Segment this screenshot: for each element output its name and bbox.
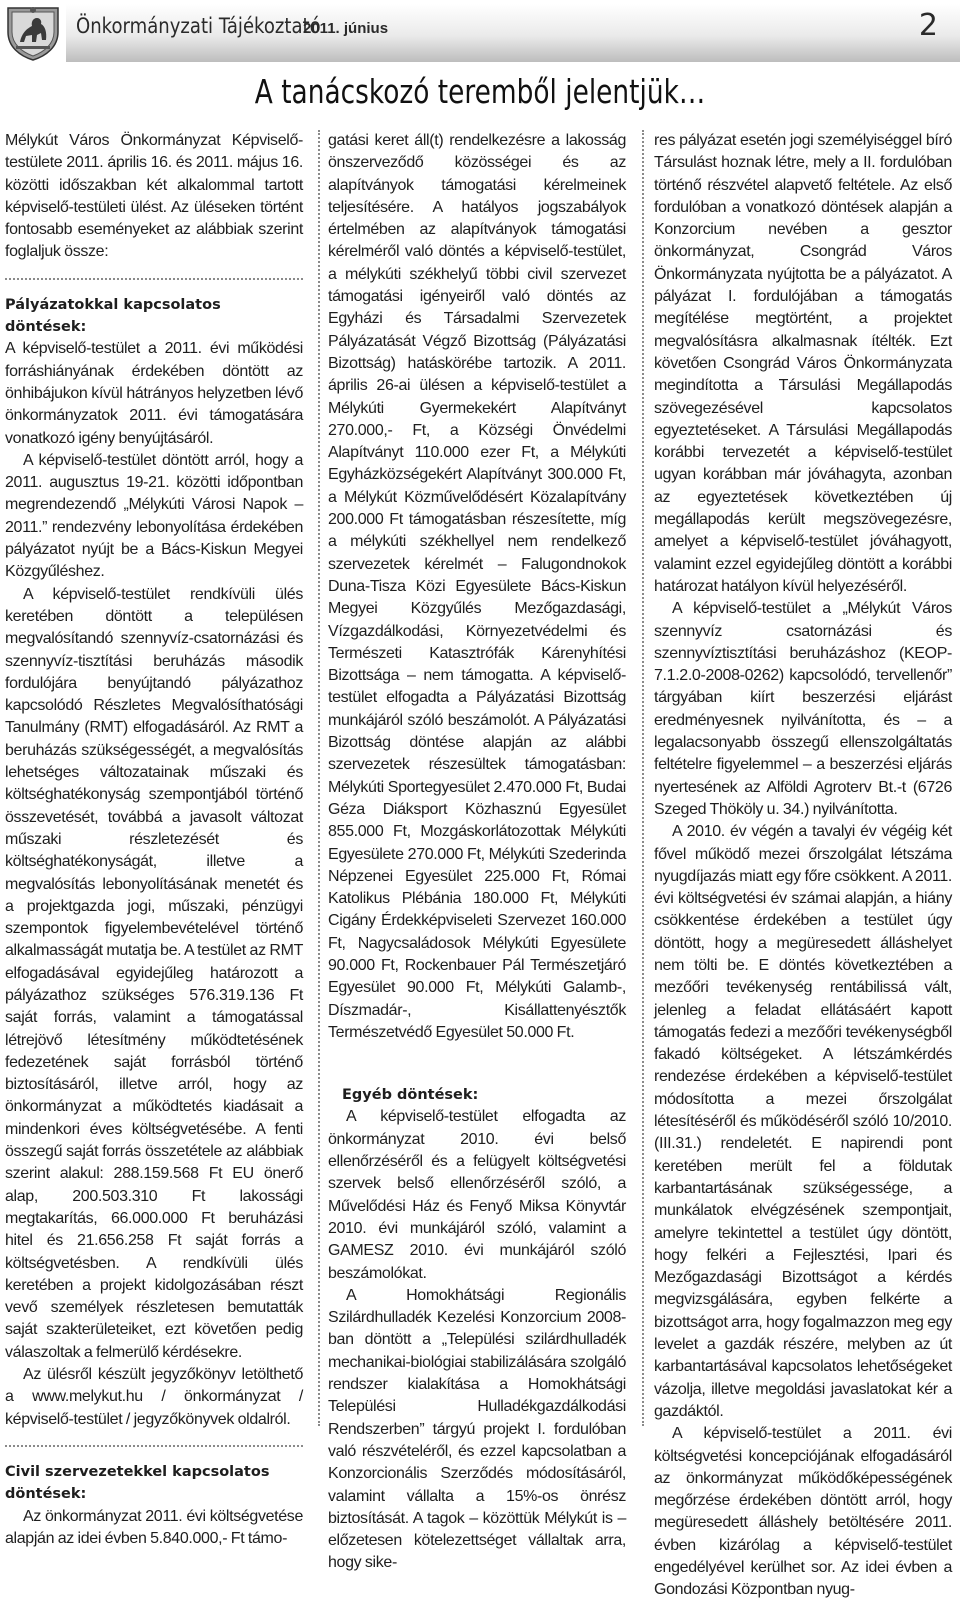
paragraph: Az ülésről készült jegyzőkönyv letölthető a www.melykut.hu / önkormányzat / képviselő-testület / jegyzőkönyvek oldalról. [5, 1366, 303, 1428]
paragraph: gatási keret áll(t) rendelkezésre a lakosság önszerveződő közösségei és az alapítványok támogatási kérelmeinek teljesítésére. A hatályos jogszabályok értelmében az alapítványok támogatási kérelméről való döntés a képviselő-testület, a mélykúti székhelyű többi civil szervezet támogatási igényeiről való döntés az Egyházi és Társadalmi Szervezetek Pályázatását Végző Bizottság (Pályázatási Bizottság) hatáskörébe tartozik. A 2011. április 26-ai ülésen a képviselő-testület a Mélykúti Gyermekekért Alapítványt 270.000,- Ft, a Községi Önvédelmi Alapítványt 110.000 ezer Ft, a Mélykúti Egyházközségekért Alapítványt 300.000 Ft, a Mélykút Közművelődésért Közalapítvány 200.000 Ft támogatásban részesítette, míg a mélykúti székhellyel nem rendelkező szervezetek kérelmét – Falugondnokok Duna-Tisza Közi Egyesülete Bács-Kiskun Megyei Közgyűlés Mezőgazdasági, Vízgazdálkodási, Környezetvédelmi és Természeti Katasztrófák Kárenyhítési Bizottsága – nem támogatta. A képviselő-testület elfogadta a Pályázatási Bizottság munkájáról szóló beszámolót. A Pályázatási Bizottság döntése alapján az alábbi szervezetek részesültek támogatásban: Mélykúti Sportegyesület 2.470.000 Ft, Budai Géza Diáksport Közhasznú Egyesület 855.000 Ft, Mozgáskorlátozottak Mélykúti Egyesülete 270.000 Ft, Mélykúti Szederinda Népzenei Egyesület 225.000 Ft, Római Katolikus Plébánia 180.000 Ft, Mélykúti Cigány Érdekképviseleti Szervezet 160.000 Ft, Nagycsaládosok Mélykúti Egyesülete 90.000 Ft, Rockenbauer Pál Természetjáró Egyesület 90.000 Ft, Mélykúti Galamb-, Díszmadár-, Kisállattenyésztők Természetvédő Egyesület 50.000 Ft. [328, 132, 626, 1041]
issue-date: 2011. június [303, 20, 389, 37]
page-number: 2 [918, 8, 938, 43]
section-divider [5, 278, 303, 280]
page-header [0, 0, 960, 62]
column-divider [642, 130, 644, 1426]
publication-title: Önkormányzati Tájékoztató [76, 14, 321, 38]
paragraph: A képviselő-testület elfogadta az önkormányzat 2010. évi belső ellenőrzéséről és a felügyelt költségvetési szervek belső ellenőrzéséről szóló, a Művelődési Ház és Fenyő Miksa Könyvtár 2010. évi munkájáról szóló, valamint a GAMESZ 2010. évi munkájáról szóló beszámolókat. [328, 1108, 626, 1282]
subheading-grants: Pályázatokkal kapcsolatos döntések: [5, 296, 221, 336]
section-divider [5, 1445, 303, 1447]
paragraph: A Homokhátsági Regionális Szilárdhulladék Kezelési Konzorcium 2008-ban döntött a „Települési szilárdhulladék mechanikai-biológiai stabilizálására szolgáló rendszer kialakítása a Homokhátsági Települési Hulladékgazdálkodási Rendszerben” tárgyú projekt I. fordulóban való részvételéről, és ezzel kapcsolatban a Konzorcionális Szerződés módosításáról, valamint vállalta a 15%-os önrész biztosítását. A tagok – közöttük Mélykút is – előzetesen kötelezettséget vállaltak arra, hogy sike- [328, 1286, 626, 1572]
paragraph: A 2010. év végén a tavalyi év végéig két fővel működő mezei őrszolgálat létszáma nyugdíjazás miatt egy főre csökkent. A 2011. évi költségvetési év számai alapján, a hiány csökkentése érdekében a testület úgy döntött, hogy a megüresedett álláshelyet nem tölti be. E döntés következtében a mezőőri tevékenység rentábilissá vált, jelenleg a feladat ellátásáért kapott támogatás fedezi a mezőőri tevékenységből fakadó költségeket. A létszámkérdés rendezése érdekében a képviselő-testület módosította a mezei őrszolgálat létesítéséről és működéséről szóló 10/2010.(III.31.) rendeletét. E napirendi pont keretében merült fel a földutak karbantartásának szükségessége, a munkálatok elvégzésének szempontjait, amelyre tekintettel a testület úgy döntött, hogy felkéri a Fejlesztési, Ipari és Mezőgazdasági Bizottságot a kérdés megvizsgálására, egyben felkérte a bizottságot arra, hogy fogalmazzon meg egy levelet a gazdák részére, melyben az út karbantartásával kapcsolatos lehetőségeket vázolja, illetve megoldási javaslatokat kér a gazdáktól. [654, 823, 952, 1420]
paragraph: Az önkormányzat 2011. évi költségvetése alapján az idei évben 5.840.000,- Ft támo- [5, 1507, 303, 1547]
intro-paragraph: Mélykút Város Önkormányzat Képviselő-testülete 2011. április 16. és 2011. május 16. közötti időszakban két alkalommal tartott képviselő-testületi ülést. Az üléseken történt fontosabb eseményeket az alábbiak szerint foglaljuk össze: [5, 132, 303, 261]
paragraph: A képviselő-testület a 2011. évi működési forráshiányának érdekében döntött az önhibájukon kívül hátrányos helyzetben lévő önkormányzatok 2011. évi támogatására vonatkozó igény benyújtásáról. [5, 340, 303, 447]
section-heading: A tanácskozó teremből jelentjük… [254, 72, 706, 111]
paragraph: A képviselő-testület a 2011. évi költségvetési koncepciójának elfogadásáról az önkormányzat működőképességének megőrzése érdekében döntött arról, hogy megüresedett álláshely betöltésére 2011. évben kizárólag a képviselő-testület engedélyével kerülhet sor. Az idei évben a Gondozási Központban nyug- [654, 1425, 952, 1599]
paragraph: A képviselő-testület döntött arról, hogy a 2011. augusztus 19-21. közötti időpontban megrendezendő „Mélykúti Városi Napok – 2011.” rendezvény lebonyolítása érdekében pályázatot nyújt be a Bács-Kiskun Megyei Közgyűléshez. [5, 451, 303, 581]
subheading-other: Egyéb döntések: [342, 1087, 479, 1104]
column-divider [318, 130, 320, 1426]
article-column-2 [328, 130, 626, 1572]
paragraph: res pályázat esetén jogi személyiséggel bíró Társulást hoznak létre, mely a II. fordulóban történő részvétel alapvető feltétele. Az első fordulóban a vonatkozó döntések alapján a Konzorcium nevében a gesztor önkormányzat, Csongrád Város Önkormányzata nyújtotta be a pályázatot. A pályázat I. fordulójában a támogatás megítélése megtörtént, a projektet megvalósításra alkalmasnak ítélték. Ezt követően Csongrád Város Önkormányzata megindította a Társulási Megállapodás szövegezésével kapcsolatos egyeztetéseket. A Társulási Megállapodás korábbi tervezetét a képviselő-testület ugyan korábban már jóváhagyta, azonban az egyeztetések következtében új megállapodás került megszövegezésre, amelyet a képviselő-testület jóváhagyott, valamint ezzel egyidejűleg döntött a korábbi határozat hatályon kívül helyezéséről. [654, 132, 952, 595]
article-column-3 [654, 130, 952, 1599]
paragraph: A képviselő-testület rendkívüli ülés keretében döntött a településen megvalósítandó szennyvíz-csatornázási és szennyvíz-tisztítási beruházás második fordulójára benyújtandó pályázathoz kapcsolódó Részletes Megvalósíthatósági Tanulmány (RMT) elfogadásáról. Az RMT a beruházás szükségességét, a megvalósítás lehetséges változatainak műszaki és költséghatékonyság szempontjából történő összevetését, továbbá a javasolt változat műszaki részletezését és költséghatékonyságát, illetve a megvalósítás lebonyolításának menetét és a projektgazda jogi, műszaki, pénzügyi szempontok figyelembevételével történő alkalmasságát mutatja be. A testület az RMT elfogadásával egyidejűleg határozott a pályázathoz szükséges 576.319.136 Ft saját forrás, valamint a támogatással létrejövő létesítmény működtetésének fedezetének saját forrásból történő biztosításáról, illetve arról, hogy az önkormányzat a működtetés kiadásait a mindenkori éves költségvetésébe. A fenti összegű saját forrás összetétele az alábbiak szerint alakul: 288.159.568 Ft EU önerő alap, 200.503.310 Ft lakossági megtakarítás, 66.000.000 Ft beruházási hitel és 21.656.258 Ft saját forrás a költségvetésben. A rendkívüli ülés keretében a projekt kidolgozásában részt vevő személyek részletesen bemutatták saját szakterületeiket, ezt követően pedig válaszoltak a felmerülő kérdésekre. [5, 585, 303, 1361]
town-crest-icon [2, 2, 64, 62]
paragraph: A képviselő-testület a „Mélykút Város szennyvíz csatornázási és szennyvíztisztítási beruházáshoz (KEOP-7.1.2.0-2008-0262) kapcsolódó, tervellenőr” tárgyában kiírt beszerzési eljárást eredményesnek nyilvánította, és – a legalacsonyabb összegű ellenszolgáltatás feltételre figyelemmel – a beszerzési eljárás nyertesének az Alföldi Agroterv Bt.-t (6726 Szeged Thököly u. 34.) nyilvánította. [654, 600, 952, 818]
article-column-1 [5, 130, 303, 1547]
subheading-civil: Civil szervezetekkel kapcsolatos döntések: [5, 1463, 270, 1503]
